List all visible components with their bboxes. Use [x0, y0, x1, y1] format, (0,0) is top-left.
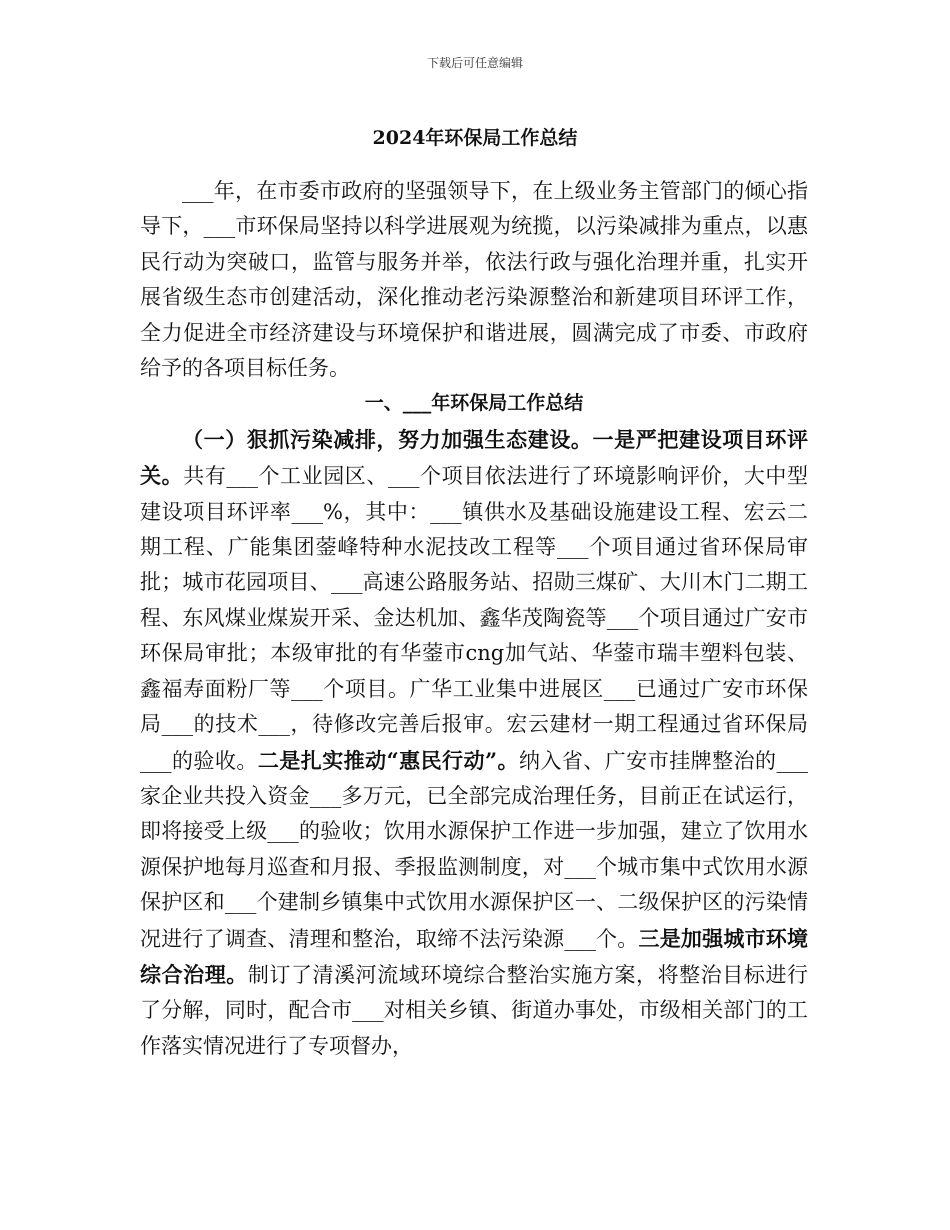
section-heading: 一、___年环保局工作总结 [364, 392, 584, 415]
document-title: 2024年环保局工作总结 [372, 127, 578, 149]
point-three-text: 制订了清溪河流域环境综合整治实施方案，将整治目标进行了分解，同时，配合市___对相关乡镇、街道办事处，市级相关部门的工作落实情况进行了专项督办， [140, 962, 809, 1058]
page-header-note: 下载后可任意编辑 [426, 56, 523, 70]
point-three-title: 三是加强城市环境综合治理。 [140, 925, 809, 987]
section-paragraph [140, 422, 808, 1064]
document-body [140, 174, 808, 1064]
point-one-text: 共有___个工业园区、___个项目依法进行了环境影响评价，大中型建设项目环评率___%，其中：___镇供水及基础设施建设工程、宏云二期工程、广能集团蓥峰特种水泥技改工程等___个项目通过省环保局审批；城市花园项目、___高速公路服务站、招勋三煤矿、大川木门二期工程、东风煤业煤炭开采、金达机加、鑫华茂陶瓷等___个项目通过广安市环保局审批；本级审批的有华蓥市cng加气站、华蓥市瑞丰塑料包装、鑫福寿面粉厂等___个项目。广华工业集中进展区___已通过广安市环保局___的技术___，待修改完善后报审。宏云建材一期工程通过省环保局___的验收。 [140, 464, 809, 773]
point-two-title: 二是扎实推动“惠民行动”。 [257, 747, 519, 773]
point-two-text: 纳入省、广安市挂牌整治的___家企业共投入资金___多万元，已全部完成治理任务，目前正在试运行，即将接受上级___的验收；饮用水源保护工作进一步加强，建立了饮用水源保护地每月巡查和月报、季报监测制度，对___个城市集中式饮用水源保护区和___个建制乡镇集中式饮用水源保护区一、二级保护区的污染情况进行了调查、清理和整治，取缔不法污染源___个。 [140, 748, 808, 951]
point-one-title: 一是严把建设项目环评关。 [140, 426, 809, 489]
paragraph-heading: （一）狠抓污染减排，努力加强生态建设。 [182, 426, 593, 452]
intro-paragraph: ___年，在市委市政府的坚强领导下，在上级业务主管部门的倾心指导下，___市环保局坚持以科学进展观为统揽，以污染减排为重点，以惠民行动为突破口，监管与服务并举，依法行政与强化治理并重，扎实开展省级生态市创建活动，深化推动老污染源整治和新建项目环评工作，全力促进全市经济建设与环境保护和谐进展，圆满完成了市委、市政府给予的各项目标任务。 [140, 179, 808, 381]
